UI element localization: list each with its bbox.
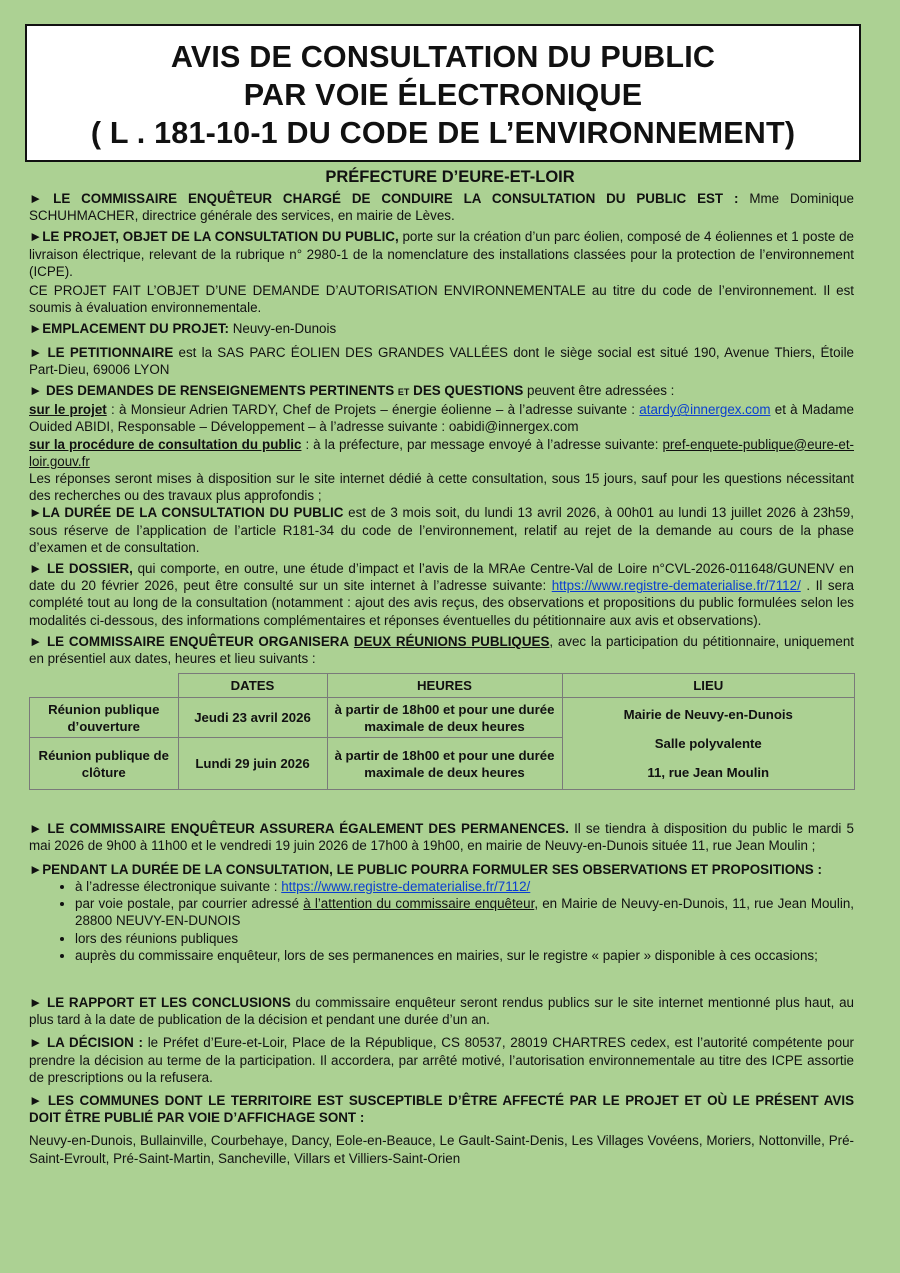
registre-link[interactable]: https://www.registre-dematerialise.fr/7112/ [551,578,801,594]
prefecture-heading: PRÉFECTURE D’EURE-ET-LOIR [325,168,575,186]
notice-body [29,190,854,1171]
obs-item-2-u: à l’attention du commissaire enquêteur [303,896,535,912]
table-corner [30,674,179,698]
section-dossier [29,560,854,629]
decision-label: ► LA DÉCISION : [29,1035,143,1051]
spacer [29,790,854,820]
list-item [75,878,854,895]
rapport-text: du commissaire enquêteur seront rendus publics sur le site internet mentionné plus haut, au plus tard à la date de publication de la décision et pendant une durée d’un an. [29,994,854,1028]
section-duree [29,504,854,556]
procedure-label: sur la procédure de consultation du public [29,436,302,452]
communes-list: Neuvy-en-Dunois, Bullainville, Courbehaye, Dancy, Eole-en-Beauce, Le Gault-Saint-Denis, Les Villages Vovéens, Moriers, Nottonville, Pré-Saint-Evroult, Pré-Saint-Martin, Sancheville, Villars et Villiers-Saint-Orien [29,1133,854,1166]
demandes-et: ET [397,387,410,398]
decision-text: le Préfet d’Eure-et-Loir, Place de la République, CS 80537, 28019 CHARTRES cedex, est l’autorité compétente pour prendre la décision au terme de la participation. Il accordera, par arrêté motivé, l’autorisation environnementale au titre des ICPE assortie de prescriptions ou la refusera. [29,1035,854,1085]
title-box [25,24,861,162]
table-header-row [30,674,855,698]
reunions-table [29,673,855,790]
table-row [30,698,855,738]
reunion-lieu [562,698,855,790]
reunion-date: Lundi 29 juin 2026 [178,738,327,790]
reunions-label-underlined: DEUX RÉUNIONS PUBLIQUES [353,633,550,649]
obs-item-1-text: à l’adresse électronique suivante : [75,878,282,894]
list-item: • lors des réunions publiques [75,930,854,947]
section-demandes [29,382,854,504]
commissaire-text: Mme Dominique SCHUHMACHER, directrice générale des services, en mairie de Lèves. [29,191,854,224]
reunion-name: Réunion publique d’ouverture [30,698,179,738]
sur-le-projet-label: sur le projet [29,402,107,418]
reunion-heure: à partir de 18h00 et pour une durée maximale de deux heures [327,738,562,790]
reunion-date: Jeudi 23 avril 2026 [178,698,327,738]
projet-autorisation: CE PROJET FAIT L’OBJET D’UNE DEMANDE D’AUTORISATION ENVIRONNEMENTALE au titre du code de l’environnement. Il est soumis à évaluation environnementale. [29,283,854,316]
header-dates: DATES [178,674,327,698]
list-item [75,895,854,929]
dossier-text-2: . Il sera complété tout au long de la consultation (notamment : ajout des avis reçus, des observations et propositions du public formulées selon les modalités ci-dessous, des informations complémentaires et réponses éventuelles du pétitionnaire aux avis et observations). [29,578,854,628]
sur-le-projet-text-1: : à Monsieur Adrien TARDY, Chef de Projets – énergie éolienne – à l’adresse suivante : [106,402,640,418]
projet-text: porte sur la création d’un parc éolien, composé de 4 éoliennes et 1 poste de livraison électrique, relevant de la rubrique n° 2980-1 de la nomenclature des installations classées pour la protection de l’environnement (ICPE). [29,229,854,279]
projet-label: ►LE PROJET, OBJET DE LA CONSULTATION DU PUBLIC, [29,229,399,245]
commissaire-label: ► LE COMMISSAIRE ENQUÊTEUR CHARGÉ DE CONDUIRE LA CONSULTATION DU PUBLIC EST : [29,191,739,206]
permanences-text: Il se tiendra à disposition du public le mardi 5 mai 2026 de 9h00 à 11h00 et le vendredi 19 juin 2026 de 17h00 à 19h00, en mairie de Neuvy-en-Dunois située 11, rue Jean Moulin ; [29,821,854,854]
section-projet [29,228,854,280]
observations-label: ►PENDANT LA DURÉE DE LA CONSULTATION, LE PUBLIC POURRA FORMULER SES OBSERVATIONS ET PROPOSITIONS : [29,861,822,877]
email-link-atardy[interactable]: atardy@innergex.com [639,402,771,418]
reunions-label: ► LE COMMISSAIRE ENQUÊTEUR ORGANISERA [29,633,350,649]
emplacement-label: ►EMPLACEMENT DU PROJET: [29,321,229,337]
section-decision [29,1034,854,1086]
registre-link-2[interactable]: https://www.registre-dematerialise.fr/7112/ [281,878,531,894]
obs-item-2-b: , en Mairie de Neuvy-en-Dunois, 11, rue Jean Moulin, 28800 NEUVY-EN-DUNOIS [75,896,854,929]
obs-item-2-a: par voie postale, par courrier adressé [75,896,304,912]
demandes-label-2: DES QUESTIONS [413,383,524,399]
header-lieu: LIEU [562,674,855,698]
header-heures: HEURES [327,674,562,698]
petitionnaire-text: est la SAS PARC ÉOLIEN DES GRANDES VALLÉES dont le siège social est situé 190, Avenue Thiers, Étoile Part-Dieu, 69006 LYON [29,344,854,377]
duree-text: est de 3 mois soit, du lundi 13 avril 2026, à 00h01 au lundi 13 juillet 2026 à 23h59, sous réserve de l’application de l’article R181-34 du code de l’environnement, relatif au rejet de la demande au cours de la phase d’examen et de consultation. [29,505,854,555]
procedure-text: : à la préfecture, par message envoyé à l’adresse suivante: [301,436,663,452]
email-link-prefecture[interactable]: pref-enquete-publique@eure-et-loir.gouv.fr [29,436,854,469]
communes-label: ► LES COMMUNES DONT LE TERRITOIRE EST SUSCEPTIBLE D’ÊTRE AFFECTÉ PAR LE PROJET ET OÙ LE PRÉSENT AVIS DOIT ÊTRE PUBLIÉ PAR VOIE D’AFFICHAGE SONT : [29,1092,854,1126]
dossier-label: ► LE DOSSIER, [29,561,133,577]
lieu-line-1: Mairie de Neuvy-en-Dunois [623,707,793,723]
section-emplacement [29,320,854,337]
reunion-heure: à partir de 18h00 et pour une durée maximale de deux heures [327,698,562,738]
reunion-name: Réunion publique de clôture [30,738,179,790]
title-line-3: ( L . 181-10-1 DU CODE DE L’ENVIRONNEMENT) [90,116,796,150]
title-line-2: PAR VOIE ÉLECTRONIQUE [243,78,643,112]
section-observations [29,861,854,878]
observations-list [29,878,854,964]
list-item: • auprès du commissaire enquêteur, lors de ses permanences en mairies, sur le registre « papier » disponible à ces occasions; [75,947,854,964]
spacer [29,964,854,994]
demandes-text: peuvent être adressées : [523,383,675,399]
rapport-label: ► LE RAPPORT ET LES CONCLUSIONS [29,994,291,1010]
section-petitionnaire [29,344,854,378]
dossier-text-1: qui comporte, en outre, une étude d’impact et l’avis de la MRAe Centre-Val de Loire n°CVL-2026-011648/GUNENV en date du 20 février 2026, peut être consulté sur un site internet à l’adresse suivante: [29,561,854,594]
section-communes [29,1092,854,1126]
lieu-line-3: 11, rue Jean Moulin [647,765,770,781]
petitionnaire-label: ► LE PETITIONNAIRE [29,344,174,360]
reponses-text: Les réponses seront mises à disposition sur le site internet dédié à cette consultation, sous 15 jours, sauf pour les questions nécessitant des recherches ou des travaux plus approfondis ; [29,471,854,504]
reunions-text: , avec la participation du pétitionnaire, uniquement en présentiel aux dates, heures et lieu suivants : [29,633,854,667]
demandes-label-1: ► DES DEMANDES DE RENSEIGNEMENTS PERTINENTS [29,383,395,399]
lieu-line-2: Salle polyvalente [654,736,762,752]
duree-label: ►LA DURÉE DE LA CONSULTATION DU PUBLIC [29,505,344,521]
emplacement-text: Neuvy-en-Dunois [229,321,337,337]
section-permanences [29,820,854,854]
permanences-label: ► LE COMMISSAIRE ENQUÊTEUR ASSURERA ÉGALEMENT DES PERMANENCES. [29,821,569,837]
sur-le-projet-text-2: et à Madame Ouided ABIDI, Responsable – Développement – à l’adresse suivante : oabidi@innergex.com [29,402,854,435]
section-commissaire [29,190,854,224]
section-reunions [29,633,854,667]
section-rapport [29,994,854,1028]
title-line-1: AVIS DE CONSULTATION DU PUBLIC [170,40,716,74]
